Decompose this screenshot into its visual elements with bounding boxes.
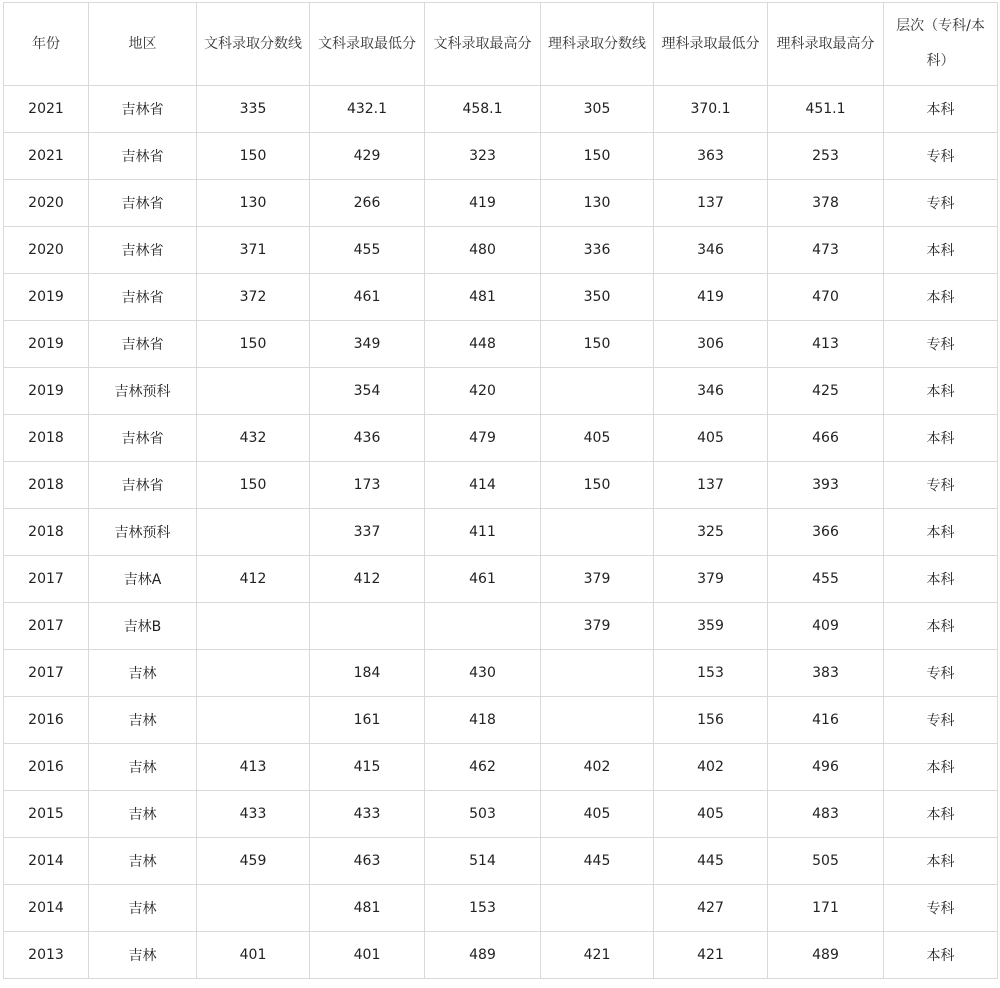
cell-region: 吉林省 [89, 415, 197, 462]
cell-arts-min [310, 603, 425, 650]
cell-region: 吉林A [89, 556, 197, 603]
cell-science-min: 370.1 [654, 86, 768, 133]
cell-region: 吉林 [89, 885, 197, 932]
cell-science-max: 473 [768, 227, 884, 274]
cell-arts-cutoff [197, 697, 310, 744]
cell-arts-cutoff [197, 368, 310, 415]
cell-level: 本科 [884, 791, 998, 838]
cell-level: 本科 [884, 274, 998, 321]
cell-region: 吉林省 [89, 86, 197, 133]
cell-science-cutoff: 350 [541, 274, 654, 321]
table-row [4, 509, 998, 556]
cell-arts-max: 430 [425, 650, 541, 697]
header-region: 地区 [89, 3, 197, 86]
cell-arts-max: 418 [425, 697, 541, 744]
cell-science-cutoff: 305 [541, 86, 654, 133]
cell-level: 本科 [884, 838, 998, 885]
table-header [4, 3, 998, 86]
header-level: 层次（专科/本科） [884, 3, 998, 86]
cell-science-max: 171 [768, 885, 884, 932]
cell-arts-cutoff: 335 [197, 86, 310, 133]
cell-year: 2020 [4, 227, 89, 274]
cell-science-min: 405 [654, 415, 768, 462]
cell-region: 吉林 [89, 650, 197, 697]
cell-level: 本科 [884, 86, 998, 133]
cell-science-cutoff: 379 [541, 603, 654, 650]
cell-arts-max: 514 [425, 838, 541, 885]
cell-science-cutoff [541, 885, 654, 932]
cell-arts-cutoff: 433 [197, 791, 310, 838]
cell-region: 吉林省 [89, 180, 197, 227]
cell-level: 本科 [884, 415, 998, 462]
cell-science-cutoff: 150 [541, 462, 654, 509]
table-row [4, 791, 998, 838]
cell-year: 2016 [4, 697, 89, 744]
cell-science-max: 416 [768, 697, 884, 744]
cell-arts-cutoff: 150 [197, 133, 310, 180]
cell-science-max: 451.1 [768, 86, 884, 133]
table-row [4, 321, 998, 368]
cell-level: 本科 [884, 509, 998, 556]
cell-arts-min: 412 [310, 556, 425, 603]
cell-region: 吉林省 [89, 462, 197, 509]
cell-level: 专科 [884, 650, 998, 697]
cell-year: 2018 [4, 509, 89, 556]
cell-level: 专科 [884, 885, 998, 932]
cell-arts-cutoff: 413 [197, 744, 310, 791]
cell-level: 本科 [884, 603, 998, 650]
cell-science-max: 425 [768, 368, 884, 415]
header-science-cutoff: 理科录取分数线 [541, 3, 654, 86]
cell-science-min: 419 [654, 274, 768, 321]
header-row [4, 3, 998, 86]
cell-year: 2014 [4, 885, 89, 932]
cell-science-min: 325 [654, 509, 768, 556]
cell-level: 专科 [884, 697, 998, 744]
table-row [4, 885, 998, 932]
cell-level: 本科 [884, 556, 998, 603]
header-year: 年份 [4, 3, 89, 86]
cell-science-max: 393 [768, 462, 884, 509]
cell-arts-min: 461 [310, 274, 425, 321]
cell-science-max: 253 [768, 133, 884, 180]
cell-arts-min: 266 [310, 180, 425, 227]
cell-year: 2019 [4, 321, 89, 368]
table-row [4, 180, 998, 227]
cell-science-max: 383 [768, 650, 884, 697]
cell-arts-cutoff: 371 [197, 227, 310, 274]
cell-region: 吉林省 [89, 274, 197, 321]
cell-arts-cutoff: 372 [197, 274, 310, 321]
cell-science-min: 379 [654, 556, 768, 603]
cell-arts-min: 429 [310, 133, 425, 180]
cell-arts-min: 463 [310, 838, 425, 885]
cell-year: 2017 [4, 650, 89, 697]
header-science-min: 理科录取最低分 [654, 3, 768, 86]
cell-year: 2017 [4, 603, 89, 650]
cell-region: 吉林省 [89, 321, 197, 368]
cell-arts-max: 411 [425, 509, 541, 556]
cell-arts-cutoff: 401 [197, 932, 310, 979]
cell-science-cutoff: 379 [541, 556, 654, 603]
cell-science-max: 466 [768, 415, 884, 462]
header-arts-min: 文科录取最低分 [310, 3, 425, 86]
cell-science-cutoff [541, 697, 654, 744]
cell-science-min: 153 [654, 650, 768, 697]
cell-year: 2013 [4, 932, 89, 979]
cell-arts-max: 414 [425, 462, 541, 509]
cell-level: 专科 [884, 133, 998, 180]
cell-science-cutoff: 445 [541, 838, 654, 885]
cell-arts-min: 436 [310, 415, 425, 462]
table-row [4, 462, 998, 509]
cell-science-max: 489 [768, 932, 884, 979]
cell-region: 吉林 [89, 838, 197, 885]
cell-arts-max: 480 [425, 227, 541, 274]
cell-level: 本科 [884, 368, 998, 415]
cell-science-min: 445 [654, 838, 768, 885]
cell-science-cutoff: 150 [541, 133, 654, 180]
cell-science-min: 346 [654, 368, 768, 415]
cell-arts-min: 432.1 [310, 86, 425, 133]
cell-science-max: 409 [768, 603, 884, 650]
cell-arts-cutoff [197, 650, 310, 697]
cell-arts-min: 415 [310, 744, 425, 791]
cell-arts-cutoff: 432 [197, 415, 310, 462]
cell-science-max: 483 [768, 791, 884, 838]
cell-region: 吉林 [89, 697, 197, 744]
cell-year: 2014 [4, 838, 89, 885]
cell-arts-max: 153 [425, 885, 541, 932]
cell-arts-min: 349 [310, 321, 425, 368]
cell-science-min: 363 [654, 133, 768, 180]
cell-science-min: 137 [654, 462, 768, 509]
cell-science-min: 346 [654, 227, 768, 274]
cell-science-cutoff: 150 [541, 321, 654, 368]
cell-science-cutoff: 421 [541, 932, 654, 979]
cell-science-min: 427 [654, 885, 768, 932]
cell-year: 2017 [4, 556, 89, 603]
cell-year: 2019 [4, 368, 89, 415]
table-row [4, 744, 998, 791]
cell-science-cutoff [541, 650, 654, 697]
cell-year: 2019 [4, 274, 89, 321]
cell-arts-min: 354 [310, 368, 425, 415]
cell-arts-max: 458.1 [425, 86, 541, 133]
cell-arts-max: 323 [425, 133, 541, 180]
cell-science-cutoff [541, 509, 654, 556]
cell-science-max: 496 [768, 744, 884, 791]
table-row [4, 932, 998, 979]
cell-arts-max: 461 [425, 556, 541, 603]
cell-arts-cutoff [197, 509, 310, 556]
cell-level: 本科 [884, 932, 998, 979]
cell-arts-cutoff [197, 885, 310, 932]
cell-arts-max: 419 [425, 180, 541, 227]
table-row [4, 697, 998, 744]
table-row [4, 86, 998, 133]
cell-arts-cutoff: 459 [197, 838, 310, 885]
cell-science-max: 470 [768, 274, 884, 321]
cell-region: 吉林省 [89, 133, 197, 180]
cell-arts-cutoff: 150 [197, 321, 310, 368]
cell-level: 本科 [884, 227, 998, 274]
cell-science-cutoff: 405 [541, 415, 654, 462]
cell-year: 2016 [4, 744, 89, 791]
cell-science-min: 402 [654, 744, 768, 791]
cell-arts-min: 401 [310, 932, 425, 979]
cell-arts-min: 173 [310, 462, 425, 509]
cell-region: 吉林 [89, 791, 197, 838]
cell-arts-cutoff: 412 [197, 556, 310, 603]
table-row [4, 650, 998, 697]
cell-arts-cutoff: 150 [197, 462, 310, 509]
cell-science-min: 137 [654, 180, 768, 227]
cell-arts-min: 455 [310, 227, 425, 274]
table-row [4, 274, 998, 321]
cell-year: 2020 [4, 180, 89, 227]
cell-science-min: 405 [654, 791, 768, 838]
cell-arts-min: 481 [310, 885, 425, 932]
cell-science-min: 306 [654, 321, 768, 368]
cell-science-cutoff: 402 [541, 744, 654, 791]
table-row [4, 227, 998, 274]
cell-arts-max: 462 [425, 744, 541, 791]
cell-science-cutoff: 130 [541, 180, 654, 227]
cell-arts-max [425, 603, 541, 650]
cell-year: 2015 [4, 791, 89, 838]
cell-region: 吉林预科 [89, 509, 197, 556]
cell-arts-cutoff: 130 [197, 180, 310, 227]
cell-level: 本科 [884, 744, 998, 791]
cell-region: 吉林 [89, 744, 197, 791]
cell-science-cutoff: 336 [541, 227, 654, 274]
cell-arts-max: 479 [425, 415, 541, 462]
table-row [4, 603, 998, 650]
cell-region: 吉林预科 [89, 368, 197, 415]
cell-science-max: 366 [768, 509, 884, 556]
table-row [4, 838, 998, 885]
cell-science-min: 359 [654, 603, 768, 650]
cell-arts-min: 161 [310, 697, 425, 744]
cell-science-cutoff: 405 [541, 791, 654, 838]
cell-arts-max: 481 [425, 274, 541, 321]
cell-arts-max: 448 [425, 321, 541, 368]
table-row [4, 415, 998, 462]
cell-region: 吉林省 [89, 227, 197, 274]
cell-level: 专科 [884, 321, 998, 368]
cell-arts-max: 489 [425, 932, 541, 979]
cell-year: 2021 [4, 133, 89, 180]
cell-arts-cutoff [197, 603, 310, 650]
cell-level: 专科 [884, 180, 998, 227]
table-row [4, 368, 998, 415]
header-science-max: 理科录取最高分 [768, 3, 884, 86]
cell-arts-min: 184 [310, 650, 425, 697]
cell-region: 吉林 [89, 932, 197, 979]
cell-arts-min: 337 [310, 509, 425, 556]
cell-science-max: 378 [768, 180, 884, 227]
header-arts-max: 文科录取最高分 [425, 3, 541, 86]
cell-science-max: 413 [768, 321, 884, 368]
cell-arts-max: 503 [425, 791, 541, 838]
admission-scores-table [3, 2, 998, 979]
cell-arts-min: 433 [310, 791, 425, 838]
cell-arts-max: 420 [425, 368, 541, 415]
cell-science-min: 156 [654, 697, 768, 744]
cell-science-cutoff [541, 368, 654, 415]
cell-year: 2018 [4, 415, 89, 462]
table-row [4, 133, 998, 180]
cell-year: 2018 [4, 462, 89, 509]
cell-region: 吉林B [89, 603, 197, 650]
cell-year: 2021 [4, 86, 89, 133]
header-arts-cutoff: 文科录取分数线 [197, 3, 310, 86]
table-row [4, 556, 998, 603]
cell-science-min: 421 [654, 932, 768, 979]
cell-science-max: 455 [768, 556, 884, 603]
cell-level: 专科 [884, 462, 998, 509]
table-body [4, 86, 998, 979]
cell-science-max: 505 [768, 838, 884, 885]
